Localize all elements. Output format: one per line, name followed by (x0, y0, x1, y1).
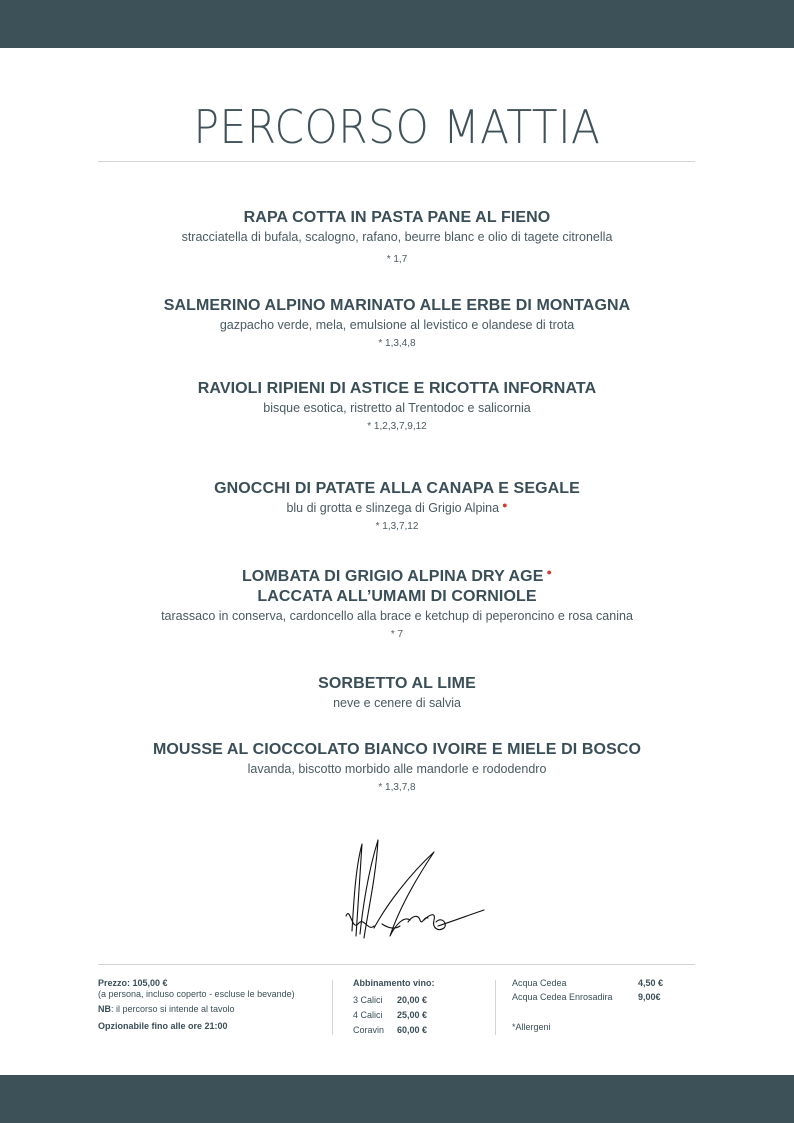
water-price: 9,00€ (638, 992, 661, 1002)
allergen-note: *Allergeni (512, 1022, 551, 1032)
wine-title-text: Abbinamento vino: (353, 978, 435, 988)
price-line (98, 978, 328, 989)
wine-price: 20,00 € (397, 995, 428, 1005)
price-value: 105,00 € (132, 978, 168, 988)
course-3 (60, 379, 734, 433)
course-allergens: * 1,3,7,8 (378, 782, 416, 793)
wine-row (353, 1010, 483, 1021)
wine-price: 25,00 € (397, 1010, 428, 1020)
wine-label: 4 Calici (353, 1010, 383, 1020)
course-6 (60, 674, 734, 711)
course-name: SORBETTO AL LIME (318, 675, 476, 692)
nb-text: : il percorso si intende al tavolo (111, 1004, 235, 1014)
wine-label: Coravin (353, 1025, 385, 1035)
title-divider (98, 161, 695, 162)
course-allergens: * 7 (390, 629, 404, 640)
course-name-line-2: LACCATA ALL’UMAMI DI CORNIOLE (257, 588, 537, 605)
course-allergens: * 1,7 (386, 254, 408, 265)
chef-signature (338, 836, 488, 946)
footer-divider (98, 964, 695, 965)
course-description: gazpacho verde, mela, emulsione al levistico e olandese di trota (219, 318, 575, 332)
course-name: RAPA COTTA IN PASTA PANE AL FIENO (243, 209, 551, 226)
price-note: (a persona, incluso coperto - escluse le bevande) (98, 989, 295, 999)
water-row (512, 992, 692, 1003)
option-text: Opzionabile fino alle ore 21:00 (98, 1021, 228, 1031)
course-2 (60, 296, 734, 350)
course-description: lavanda, biscotto morbido alle mandorle e rododendro (247, 762, 547, 776)
water-label: Acqua Cedea (512, 978, 567, 988)
wine-row (353, 1025, 483, 1036)
wine-pairing (353, 978, 483, 1036)
water-row (512, 978, 692, 989)
course-name (60, 567, 734, 587)
water-price: 4,50 € (638, 978, 664, 988)
course-name: GNOCCHI DI PATATE ALLA CANAPA E SEGALE (214, 480, 580, 497)
course-description: stracciatella di bufala, scalogno, rafano, beurre blanc e olio di tagete citronella (181, 230, 613, 244)
price-label: Prezzo: (98, 978, 131, 988)
water-info (512, 978, 692, 1033)
course-name: MOUSSE AL CIOCCOLATO BIANCO IVOIRE E MIELE DI BOSCO (152, 741, 642, 758)
wine-price: 60,00 € (397, 1025, 428, 1035)
red-dot-icon: ● (546, 567, 553, 577)
footer-separator (495, 980, 496, 1035)
menu-title: PERCORSO MATTIA (193, 100, 601, 154)
course-description: tarassaco in conserva, cardoncello alla brace e ketchup di peperoncino e rosa canina (161, 609, 633, 623)
course-description: bisque esotica, ristretto al Trentodoc e salicornia (263, 401, 531, 415)
course-allergens: * 1,3,4,8 (378, 338, 416, 349)
course-description-text: blu di grotta e slinzega di Grigio Alpina (286, 501, 500, 515)
course-1 (60, 208, 734, 266)
bottom-band (0, 1075, 794, 1123)
price-info (98, 978, 328, 1032)
footer-separator (332, 980, 333, 1035)
water-label: Acqua Cedea Enrosadira (512, 992, 613, 1002)
course-name: SALMERINO ALPINO MARINATO ALLE ERBE DI MONTAGNA (163, 297, 631, 314)
wine-label: 3 Calici (353, 995, 383, 1005)
course-allergens: * 1,2,3,7,9,12 (367, 421, 427, 432)
nb-line (98, 1004, 328, 1015)
wine-title (353, 978, 483, 989)
wine-row (353, 995, 483, 1006)
top-band (0, 0, 794, 48)
course-name-line-1: LOMBATA DI GRIGIO ALPINA DRY AGE (241, 568, 544, 585)
nb-label: NB (98, 1004, 111, 1014)
course-allergens: * 1,3,7,12 (375, 521, 419, 532)
course-description: neve e cenere di salvia (333, 696, 461, 710)
course-name: RAVIOLI RIPIENI DI ASTICE E RICOTTA INFORNATA (197, 380, 597, 397)
course-description (60, 500, 734, 516)
course-7 (60, 740, 734, 794)
red-dot-icon: ● (502, 500, 508, 510)
course-4 (60, 479, 734, 533)
option-line (98, 1021, 328, 1032)
course-5 (60, 567, 734, 641)
